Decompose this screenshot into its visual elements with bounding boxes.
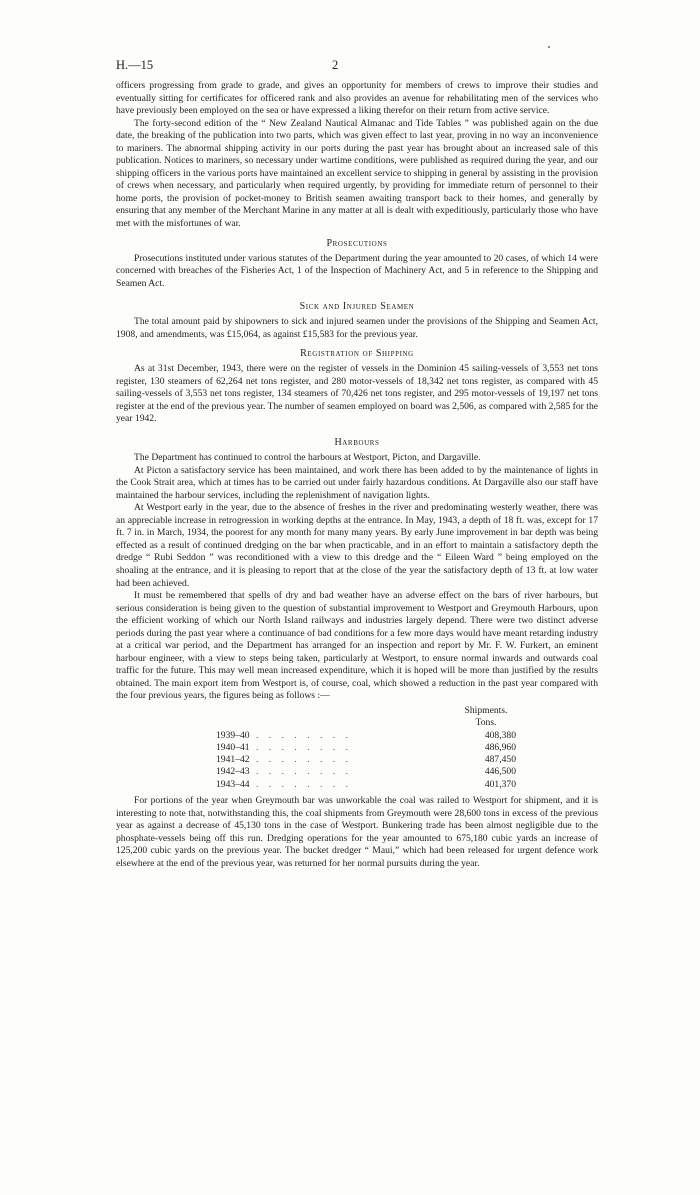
document-body [116, 80, 598, 870]
row-leader-dots: . . . . . . . . [256, 766, 352, 778]
shipments-header: Shipments. [464, 704, 508, 716]
heading-prosecutions: Prosecutions [326, 237, 388, 249]
row-year: 1939–40 [216, 729, 250, 741]
row-year: 1940–41 [216, 741, 250, 753]
row-leader-dots: . . . . . . . . [256, 778, 352, 790]
table-row [116, 730, 598, 742]
shipments-table [116, 705, 598, 791]
shipments-unit: Tons. [475, 717, 497, 729]
paragraph-greymouth-shipments: For portions of the year when Greymouth bar was unworkable the coal was railed to Westport for shipment, and it is interesting to note that, notwithstanding this, the coal shipments from Greymouth were 28,600 tons in excess of the previous year as against a decrease of 45,130 tons in the case of Westport. Bunkering trade has been almost negligible due to the phosphate-vessels being off this run. Dredging operations for the year amounted to 675,180 cubic yards an increase of 125,200 cubic yards on the previous year. The bucket dredger “ Maui,” which had been released for urgent defence work elsewhere at the end of the previous year, was returned for her normal pursuits during the year. [116, 795, 598, 869]
row-year: 1943–44 [216, 778, 250, 790]
document-reference: H.—15 [116, 58, 154, 72]
paragraph-registration-of-shipping: As at 31st December, 1943, there were on the register of vessels in the Dominion 45 sailing-vessels of 3,553 net tons register, 130 steamers of 62,264 net tons register, and 280 motor-vessels of 18,342 net tons register, as compared with 45 sailing-vessels of 3,553 net tons register, 134 steamers of 70,426 net tons register, and 295 motor-vessels of 19,197 net tons register at the end of the previous year. The number of seamen employed on board was 2,506, as compared with 2,585 for the year 1942. [116, 363, 598, 425]
paragraph-picton-dargaville: At Picton a satisfactory service has been maintained, and work there has been added to by the maintenance of lights in the Cook Strait area, which at times has to be carried out under fairly hazardous conditions. At Dargaville also our staff have maintained the harbour services, including the replenishment of navigation lights. [116, 464, 598, 501]
page-number: 2 [332, 58, 339, 72]
paragraph-bar-improvement: It must be remembered that spells of dry and bad weather have an adverse effect on the bars of river harbours, but serious consideration is being given to the question of substantial improvement to Westport and Greymouth Harbours, upon the efficient working of which our North Island railways and industries largely depend. There were two distinct adverse periods during the past year where a continuance of bad conditions for a few more days would have meant retarding industry at a critical war period, and the Department has arranged for an inspection and report by Mr. F. W. Furkert, an eminent harbour engineer, with a view to steps being taken, particularly at Westport, to ensure normal inwards and outwards coal traffic for the future. This may well mean increased expenditure, which it is hoped will be more than justified by the results obtained. The main export item from Westport is, of course, coal, which showed a reduction in the past year compared with the four previous years, the figures being as follows :— [116, 590, 598, 702]
row-tons: 486,960 [484, 741, 516, 753]
paragraph-crews-training: officers progressing from grade to grade, and gives an opportunity for members of crews to improve their studies and eventually sitting for certificates for officered rank and also provides an avenue for rehabilitating men of the services who have previously been employed on the sea or have expressed a liking therefor on their return from active service. [116, 80, 598, 117]
page-header [116, 58, 596, 76]
paragraph-harbours-control: The Department has continued to control the harbours at Westport, Picton, and Dargaville. [134, 452, 481, 464]
table-row [116, 742, 598, 754]
row-tons: 487,450 [484, 754, 516, 766]
table-row [116, 766, 598, 778]
row-tons: 408,380 [484, 729, 516, 741]
paragraph-nautical-almanac: The forty-second edition of the “ New Zealand Nautical Almanac and Tide Tables ” was published again on the due date, the breaking of the publication into two parts, which was given effect to last year, proving in no way an inconvenience to mariners. The abnormal shipping activity in our ports during the past year has brought about an increased sale of this publication. Notices to mariners, so necessary under wartime conditions, were published as required during the year, and our shipping officers in the various ports have maintained an excellent service to shipping in general by assisting in the provision of crews when necessary, and particularly when required urgently, by providing for immediate return of personnel to their home ports, the provision of pocket-money to British seamen awaiting transport back to their homes, and generally by ensuring that any member of the Merchant Marine in any matter at all is dealt with expeditiously, particularly those who have met with the misfortunes of war. [116, 117, 598, 230]
paragraph-westport-depths: At Westport early in the year, due to the absence of freshes in the river and predominating westerly weather, there was an appreciable increase in retrogression in working depths at the entrance. In May, 1943, a depth of 18 ft. was, except for 17 ft. 7 in. in March, 1934, the poorest for any month for many many years. By early June improvement in bar depth was being effected as a result of continued dredging on the bar when practicable, and in an effort to maintain a satisfactory depth the dredge “ Rubi Seddon ” was reconditioned with a view to this dredge and the “ Eileen Ward ” being employed on the shoaling at the entrance, and it is pleasing to report that at the close of the year the satisfactory depth of 13 ft. at low water had been achieved. [116, 502, 598, 589]
table-row [116, 754, 598, 766]
row-leader-dots: . . . . . . . . [256, 741, 352, 753]
row-leader-dots: . . . . . . . . [256, 729, 352, 741]
heading-registration-of-shipping: Registration of Shipping [300, 348, 414, 360]
row-tons: 446,500 [484, 766, 516, 778]
heading-harbours: Harbours [334, 437, 380, 449]
scan-speck [548, 46, 550, 48]
paragraph-sick-injured-seamen: The total amount paid by shipowners to sick and injured seamen under the provisions of the Shipping and Seamen Act, 1908, and amendments, was £15,064, as against £15,583 for the previous year. [116, 316, 598, 340]
row-year: 1942–43 [216, 766, 250, 778]
paragraph-prosecutions: Prosecutions instituted under various statutes of the Department during the year amounted to 20 cases, of which 14 were concerned with breaches of the Fisheries Act, 1 of the Inspection of Machinery Act, and 5 in reference to the Shipping and Seamen Act. [116, 252, 598, 289]
row-year: 1941–42 [216, 754, 250, 766]
row-leader-dots: . . . . . . . . [256, 754, 352, 766]
heading-sick-injured-seamen: Sick and Injured Seamen [299, 301, 415, 313]
row-tons: 401,370 [484, 778, 516, 790]
table-row [116, 779, 598, 791]
